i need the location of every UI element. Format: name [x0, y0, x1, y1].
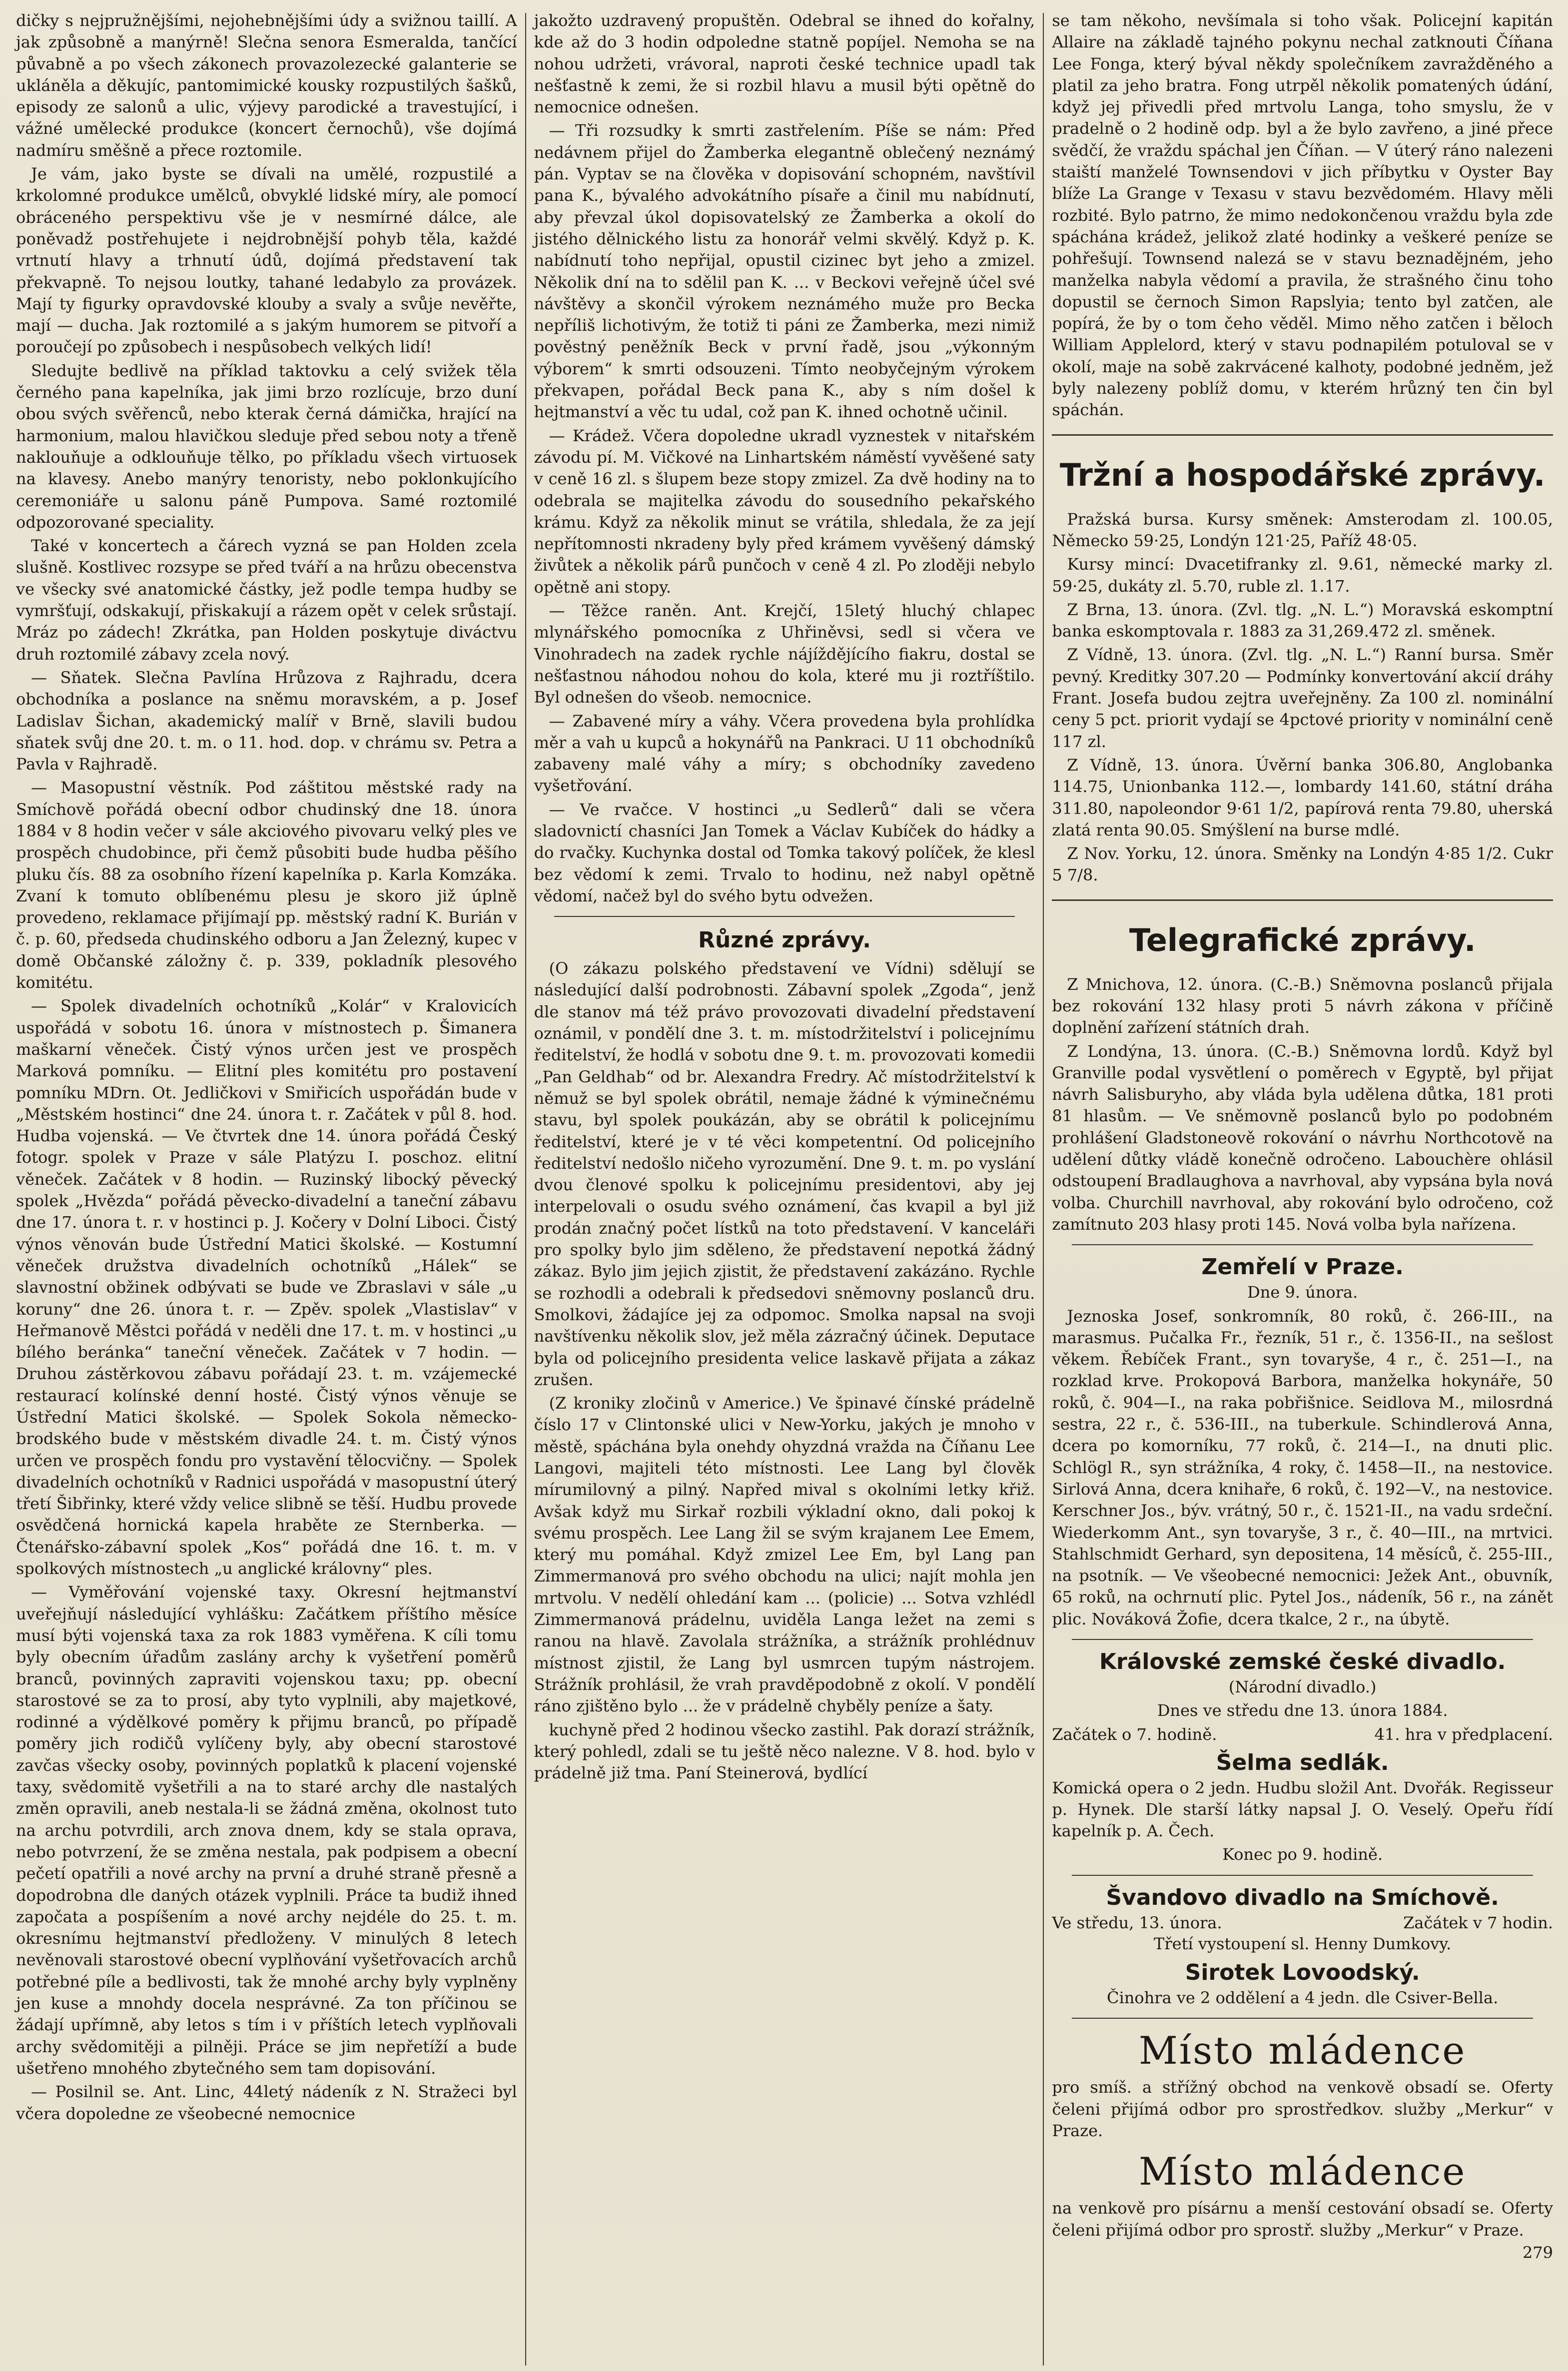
market-paragraph: Pražská bursa. Kursy směnek: Amsterodam zl. 100.05, Německo 59·25, Londýn 121·25, Paříž 48·05. [1052, 509, 1554, 550]
column-1 [8, 10, 525, 2369]
ad-text-2: na venkově pro písárnu a menší cestování obsadí se. Oferty čeleni přijímá odbor pro sprostř. služby „Merkur“ v Praze. [1052, 2199, 1554, 2240]
page-number: 279 [1522, 2243, 1554, 2262]
section-heading-deaths: Zemřelí v Praze. [1201, 1254, 1404, 1280]
theatre-end: Konec po 9. hodině. [1222, 1845, 1383, 1864]
market-paragraph: Z Nov. Yorku, 12. února. Směnky na Londýn 4·85 1/2. Cukr 5 7/8. [1052, 844, 1554, 885]
market-paragraph: Z Brna, 13. února. (Zvl. tlg. „N. L.“) Moravská eskomptní banka eskomptovala r. 1883 za 31,269.472 zl. směnek. [1052, 600, 1554, 641]
smichov-play-title: Sirotek Lovoodský. [1185, 1960, 1420, 1986]
theatre-heading: Královské zemské české divadlo. [1099, 1649, 1506, 1674]
market-paragraph: Kursy mincí: Dvacetifranky zl. 9.61, německé marky zl. 59·25, dukáty zl. 5.70, ruble zl. 1.17. [1052, 555, 1554, 596]
article-paragraph: — Ve rvačce. V hostinci „u Sedlerů“ dali se včera sladovnictí chasníci Jan Tomek a Václav Kubíček do hádky a do rvačky. Kuchynka dostal od Tomka takový políček, že klesl bez vědomí k zemi. Trvalo to hodinu, než nabyl opětně vědomí, načež byl do svého bytu odvežen. [534, 799, 1035, 905]
article-paragraph: dičky s nejpružnějšími, nejohebnějšími údy a svižnou taillí. A jak způsobně a manýrně! Slečna senora Esmeralda, tančící půvabně a po všech zákonech provazolezecké galanterie se ukláněla a děkujíc, pantomimické kousky rozpustilých šašků, episody ze salonů a ulic, výjevy parodické a travestující, i vážné umělecké produkce (koncert černochů), vše dojímá nadmíru směšně a přece roztomile. [16, 11, 517, 160]
article-paragraph: (Z kroniky zločinů v Americe.) Ve špinavé čínské prádelně číslo 17 v Clintonské ulici v New-Yorku, jakých je mnoho v městě, spáchána byla onehdy ohyzdná vražda na Číňanu Lee Langovi, majiteli této místnosti. Lee Lang byl člověk mírumilovný a pilný. Napřed mival s okolními letky křiž. Avšak když mu Sirkař rozbili výkladní okno, dali pokoj k svému prospěch. Lee Lang žil se svým krajanem Lee Emem, který mu pomáhal. Když zmizel Lee Em, byl Lang pan Zimmermanová pro svého obchodu na ulici; najít mohla jen mrtvolu. V nedělí ohledání kam ... (policie) ... Sotva vzhlédl Zimmermanová prádelnu, uviděla Langa ležet na zemi s ranou na hlavě. Zavolala strážníka, a strážník prohlédnuv místnost zjistil, že Lang byl usmrcen tupým nástrojem. Strážník prohlásil, že vrah pravděpodobně z okolí. V pondělí ráno zjištěno bylo ... že v prádelně chyběly peníze a šaty. [534, 1394, 1035, 1716]
theatre-subscription: 41. hra v předplacení. [1374, 1724, 1554, 1744]
article-paragraph: se tam někoho, nevšímala si toho však. Policejní kapitán Allaire na základě tajného pokynu nechal zatknouti Číňana Lee Fonga, který býval někdy společníkem zavražděného a platil za jeho bratra. Fong utrpěl několik pomatených údání, když jej přivedli před mrtvolu Langa, toho smyslu, že v pradelně o 2 hodině odp. byl a že bylo zavřeno, a jiné přece svědčí, že vraždu spáchal jen Číňan. — V úterý ráno nalezeni staiští manželé Townsendovi v jich příbytku v Oyster Bay blíže La Grange v Texasu v stavu bezvědomém. Hlavy měli rozbité. Bylo patrno, že mimo nedokončenou vraždu byla zde spáchána krádež, jelikož zlaté hodinky a veškeré peníze se pohřešují. Townsend nalezá se v stavu beznadějném, jeho manželka nabyla vědomí a pravila, že strašného činu toho dopustil se černoch Simon Rapslyia; tento byl zatčen, ale popírá, že by o tom čeho věděl. Mimo něho zatčen i běloch William Applelord, který v stavu podnapilém potuloval se v okolí, maje na sobě zakrvácené kalhoty, podobné jedněm, jež byly nalezeny poblíž domu, v kterém hrůzný ten čin byl spáchán. [1052, 11, 1554, 420]
section-heading-ruzne-zpravy: Různé zprávy. [698, 927, 871, 953]
telegraph-paragraph: Z Londýna, 13. února. (C.-B.) Sněmovna lordů. Když byl Granville podal vysvětlení o poměrech v Egyptě, byl přijat návrh Salisburyho, aby vláda byla udělena důtka, 181 proti 81 hlasům. — Ve sněmovně poslanců bylo po podobném prohlášení Gladstoneově rokování o návrhu Northcotově na udělení důtky vládě konečně odročeno. Labouchère ohlásil odstoupení Bradlaughova a navrhoval, aby vypsána byla nová volba. Churchill navrhoval, aby rokování bylo odročeno, což zamítnuto 203 hlasy proti 145. Nová volba byla nařízena. [1052, 1041, 1554, 1234]
article-paragraph: jakožto uzdravený propuštěn. Odebral se ihned do kořalny, kde až do 3 hodin odpoledne statně popíjel. Nemoha se na nohou udržeti, vrávoral, naproti české technice upadl tak nešťastně k zemi, že si rozbil hlavu a musil býti opětně do nemocnice odnešen. [534, 11, 1035, 117]
smichov-start: Začátek v 7 hodin. [1403, 1913, 1554, 1932]
section-divider [1072, 2018, 1533, 2019]
article-paragraph: Sledujte bedlivě na příklad taktovku a celý svižek těla černého pana kapelníka, jak jimi brzo rozlícuje, brzo duní obou svých svěřenců, nebo kterak černá dámička, hrající na harmonium, malou hlavičkou sleduje před sebou noty a třeně naklouňuje a odklouňuje tělko, po příkladu všech virtuosek na klavesy. Anebo manýry tenoristy, nebo poklonkujícího ceremoniáře u salonu páně Pumpova. Samé roztomilé odpozorované speciality. [16, 361, 517, 532]
deaths-list: Jeznoska Josef, sonkromník, 80 roků, č. 266-III., na marasmus. Pučalka Fr., řezník, 51 r., č. 1356-II., na sešlost věkem. Řebíček Frant., syn tovaryše, 4 r., č. 251—I., na rozklad krve. Prokopová Barbora, manželka hokynáře, 50 roků, č. 904—I., na raka pobřišnice. Seidlova M., milosrdná sestra, 22 r., č. 536-III., na tuberkule. Schindlerová Anna, dcera po komorníku, 77 roků, č. 214—I., na dnuti plic. Schlögl R., syn strážníka, 4 roky, č. 1458—II., na nestovice. Sirlová Anna, dcera knihaře, 6 roků, č. 192—V., na nestovice. Kerschner Jos., býv. vrátný, 50 r., č. 1521-II., na vadu srdeční. Wiederkomm Ant., syn tovaryše, 3 r., č. 40—III., na mrtvici. Stahlschmidt Gerhard, syn depositena, 14 měsíců, č. 255-III., na psotník. — Ve všeobecné nemocnici: Ježek Ant., obuvník, 65 roků, na ochrnutí plic. Pytel Jos., nádeník, 56 r., na zánět plic. Nováková Žofie, dcera tkalce, 2 r., na úbytě. [1052, 1306, 1554, 1628]
columns [8, 10, 1561, 2369]
article-paragraph: Je vám, jako byste se dívali na umělé, rozpustilé a krkolomné produkce umělců, obvyklé lidské míry, ale pomocí obráceného perspektivu vše je v nesmírné dálce, ale poněvadž postřehujete i nejdrobnější pohyb těla, každé vrtnutí hlavy a trhnutí údů, dojímá představení tak překvapně. To nejsou loutky, tahané ledabylo za provázek. Mají ty figurky opravdovské klouby a svaly a svůje nevěřte, mají — ducha. Jak roztomilé a s jakým humorem se pitvoří a poroučejí po způsobech i nespůsobech velkých lidí! [16, 164, 517, 357]
article-paragraph: Také v koncertech a čárech vyzná se pan Holden zcela slušně. Kostlivec rozsype se před tváří a na hrůzu obecenstva ve všecky své anatomické částky, jež podle tempa hudby se vymršťují, odskakují, přiskakují a rázem opět v celek srůstají. Mráz po zádech! Zkrátka, pan Holden poskytuje diváctvu druh roztomilé zábavy zcela nový. [16, 536, 517, 664]
article-paragraph: — Vyměřování vojenské taxy. Okresní hejtmanství uveřejňují následující vyhlášku: Začátkem příštího měsíce musí býti vojenská taxa za rok 1883 vyměřena. K cíli tomu byly obecním úřadům zaslány archy k vyšetření poměrů branců, povinných zapraviti vojenskou taxu; pp. obecní starostové se za to prosí, aby tyto vyplnili, aby majetkové, rodinné a výdělkové poměry k přijmu branců, po případě poměry jich rodičů vylíčeny byly, aby obecní starostové zavčas všecky osoby, povinných poplatků k placení vojenské taxy, svědomitě vyšetřili a na to staré archy dle nastalých změn opravili, aneb nestala-li se žádná změna, okolnost tuto na archu potvrdili, arch znova dnem, kdy se stala oprava, nebo potvrzení, že se změna nestala, pak podpisem a obecní pečetí opatřili a nové archy na první a druhé straně přesně a dopodrobna dle daných otázek vyplnili. Práce ta budiž ihned započata a pospíšením a nové archy nejdéle do 25. t. m. okresnímu hejtmanství předloženy. V minulých 8 letech nevěnovali starostové obecní vyplňování vyšetřovacích archů potřebné píle a bedlivosti, tak že mnohé archy byly vyplněny jen kuse a mnohdy docela nesprávné. Za ton příčinou se žádají upřímně, aby letos s tím i v příštích letech vyplňovali archy svědomitěji a pilněji. Práce se jim nepřetíží a bude ušetřeno mnohého zbytečného sem tam dopisování. [16, 1582, 517, 2078]
section-heading-telegraph: Telegrafické zprávy. [1129, 921, 1476, 958]
article-paragraph-bottom: kuchyně před 2 hodinou všecko zastihl. Pak dorazí strážník, který pohledl, zdali se tu ještě něco nalezne. V 8. hod. bylo v prádelně již tma. Paní Steinerová, bydlící [534, 1720, 1035, 1783]
smichov-date-row [1052, 1912, 1553, 1933]
article-paragraph: — Těžce raněn. Ant. Krejčí, 15letý hluchý chlapec mlynářského pomocníka z Uhřiněvsi, sedl si včera ve Vinohradech na zadek rychle nájíždějícího fiakru, dostal se nešťastnou náhodou nohou do kola, které mu ji roztříštilo. Byl odnešen do všeob. nemocnice. [534, 601, 1035, 707]
section-divider [1072, 1244, 1533, 1245]
article-paragraph: — Krádež. Včera dopoledne ukradl vyznestek v nitařském závodu pí. M. Vičkové na Linhartském náměstí vyvěšené saty v ceně 16 zl. s šlupem beze stopy zmizel. Za dvě hodiny na to odebrala se majitelka závodu do sousedního pekařského krámu. Když za několik minut se vrátila, shledala, že za její nepřítomnosti nkradeny byly před krámem vyvěšený dámský živůtek a několik párů punčoch v ceně 4 zl. Po zloději nebylo opětně ani stopy. [534, 426, 1035, 597]
ad-title-1: Místo mládence [1138, 2028, 1467, 2073]
article-paragraph: — Sňatek. Slečna Pavlína Hrůzova z Rajhradu, dcera obchodníka a poslance na sněmu moravském, a p. Josef Ladislav Šichan, akademický malíř v Brně, slavili budou sňatek svůj dne 20. t. m. o 11. hod. dop. v chrámu sv. Petra a Pavla v Rajhradě. [16, 668, 517, 774]
column-3 [1044, 10, 1561, 2369]
column-2 [526, 10, 1043, 2369]
article-paragraph: (O zákazu polského představení ve Vídni) sdělují se následující další podrobnosti. Zábavní spolek „Zgoda“, jenž dle stanov má též právo provozovati divadelní představení oznámil, v pondělí dne 3. t. m. místodržitelství i policejnímu ředitelství, že hodlá v sobotu dne 9. t. m. provozovati komedii „Pan Geldhab“ od br. Alexandra Fredry. Ač místodržitelství k němuž se byl spolek obrátil, nemaje žádné k výminečnému stavu, byl spolek poukázán, aby se obrátil k policejnímu ředitelství, které je v té věci kompetentní. Od policejního ředitelství nedošlo ničeho vyrozumění. Dne 9. t. m. po vyslání dvou členové spolku k policejnímu presidentovi, aby jej interpelovali o osudu svého oznámení, čas kvapil a byl již prodán značný počet lístků na toto představení. V kanceláři pro spolky bylo jim sděleno, že představení nepotká žádný zákaz. Bylo jim jejich zjistit, že představení zakázáno. Rychle se rozhodli a odebrali k předsedovi sněmovny poslanců dru. Smolkovi, žádajíce jej za odpomoc. Smolka napsal na svoji navštívenku několik slov, jež měla zázračný účinek. Deputace byla od policejního presidenta velice laskavě přijata a zákaz zrušen. [534, 959, 1035, 1389]
section-heading-market: Tržní a hospodářské zprávy. [1059, 456, 1546, 493]
market-paragraph: Z Vídně, 13. února. (Zvl. tlg. „N. L.“) Ranní bursa. Směr pevný. Kreditky 307.20 — Podmínky konvertování akcií dráhy Frant. Josefa budou zejtra uveřejněny. Za 100 zl. nominální ceny 5 pct. priorit vydají se 4pctové priority v nominální ceně 117 zl. [1052, 645, 1554, 751]
section-divider [1052, 899, 1553, 901]
section-divider [1072, 1875, 1533, 1876]
theatre-play-title: Šelma sedlák. [1216, 1749, 1389, 1775]
section-divider [1052, 434, 1553, 436]
ad-title-2: Místo mládence [1138, 2149, 1467, 2194]
article-paragraph: — Spolek divadelních ochotníků „Kolár“ v Kralovicích uspořádá v sobotu 16. února v místnostech p. Šimanera maškarní věneček. Čistý výnos určen jest ve prospěch Marková pomníku. — Elitní ples komitétu pro postavení pomníku MDrn. Ot. Jedličkovi v Smiřicích uspořádán bude v „Městském hostinci“ dne 24. února t. r. Začátek v půl 8. hod. Hudba vojenská. — Ve čtvrtek dne 14. února pořádá Český fotogr. spolek v Praze v sále Platýzu I. poschoz. elitní věneček. Začátek v 8 hodin. — Ruzinský libocký pěvecký spolek „Hvězda“ pořádá pěvecko-divadelní a taneční zábavu dne 17. února t. r. v hostinci p. J. Kočery v Dolní Liboci. Čistý výnos věnován bude Ústřední Matici školské. — Kostumní věneček družstva divadelních ochotníků „Hálek“ se slavnostní obžinek odbývati se bude ve Zbraslavi v sále „u koruny“ dne 26. února t. r. — Zpěv. spolek „Vlastislav“ v Heřmanově Městci pořádá v neděli dne 17. t. m. v hostinci „u bílého beránka“ taneční věneček. Začátek v 7 hodin. — Druhou zástěrkovou zábavu pořádají 23. t. m. vzájemecké restaurací kolínské denní hosté. Čistý výnos věnuje se Ústřední Matici školské. — Spolek Sokola německo-brodského bude v městském divadle 24. t. m. Čistý výnos určen ve prospěch fondu pro vystavění tělocvičny. — Spolek divadelních ochotníků v Radnici uspořádá v masopustní úterý třetí Šibřinky, které vždy velice slibně se těší. Hudbu provede osvědčená hornická kapela hraběte ze Sternberka. — Čtenářsko-zábavní spolek „Kos“ pořádá dne 16. t. m. v spolkových místnostech „u anglické královny“ ples. [16, 996, 517, 1579]
article-paragraph: — Tři rozsudky k smrti zastřelením. Píše se nám: Před nedávnem přijel do Žamberka elegantně oblečený neznámý pán. Vyptav se na člověka v dopisování schopném, navštívil pana K., bývalého advokátního písaře a činil mu nabídnutí, aby převzal úkol dopisovatelský ze Žamberka a okolí do jistého dělnického listu za honorář velmi skvělý. Když p. K. nabídnutí toho nepřijal, opustil cizinec byt jeho a zmizel. Několik dní na to sdělil pan K. ... v Beckovi veřejně účel své návštěvy a skončil výrokem neznámého muže pro Becka nepříliš lichotivým, že totiž ti páni ze Žamberka, mezi nimiž pověstný peněžník Beck v první řadě, jsou „výkonným výborem“ k smrti odsouzeni. Tímto neobyčejným výrokem překvapen, pořádal Beck pana K., aby s ním došel k hejtmanství a věc tu udal, což pan K. ihned ochotně učinil. [534, 121, 1035, 422]
theatre-start: Začátek o 7. hodině. [1052, 1724, 1217, 1744]
article-paragraph-bottom: — Posilnil se. Ant. Linc, 44letý nádeník z N. Stražeci byl včera dopoledne ze všeobecné nemocnice [16, 2082, 517, 2123]
smichov-theatre-heading: Švandovo divadlo na Smíchově. [1106, 1884, 1499, 1910]
theatre-start-row [1052, 1724, 1553, 1745]
ad-text-1: pro smíš. a střížný obchod na venkově obsadí se. Oferty čeleni přijímá odbor pro sprostředkov. služby „Merkur“ v Praze. [1052, 2078, 1554, 2140]
theatre-subtitle: (Národní divadlo.) [1228, 1677, 1377, 1696]
section-divider [554, 916, 1015, 917]
deaths-date: Dne 9. února. [1247, 1283, 1358, 1302]
market-paragraph: Z Vídně, 13. února. Úvěrní banka 306.80, Anglobanka 114.75, Unionbanka 112.—, lombardy 141.60, státní dráha 311.80, napoleondor 9·61 1/2, papírová renta 79.80, uherská zlatá renta 90.05. Smýšlení na burse mdlé. [1052, 755, 1554, 839]
smichov-date: Ve středu, 13. února. [1052, 1913, 1222, 1932]
article-paragraph: — Zabavené míry a váhy. Včera provedena byla prohlídka měr a vah u kupců a hokynářů na Pankraci. U 11 obchodníků zabaveny malé váhy a míry; s obchodníky zavedeno vyšetřování. [534, 711, 1035, 795]
theatre-date: Dnes ve středu dne 13. února 1884. [1157, 1701, 1448, 1720]
telegraph-paragraph: Z Mnichova, 12. února. (C.-B.) Sněmovna poslanců přijala bez rokování 132 hlasy proti 5 návrh zákona v příčině doplnění zařízení státních drah. [1052, 974, 1554, 1037]
smichov-guest: Třetí vystoupení sl. Henny Dumkovy. [1154, 1934, 1452, 1953]
smichov-description: Činohra ve 2 oddělení a 4 jedn. dle Csiver-Bella. [1107, 1988, 1499, 2008]
section-divider [1072, 1639, 1533, 1640]
theatre-description: Komická opera o 2 jedn. Hudbu složil Ant. Dvořák. Regisseur p. Hynek. Dle starší látky napsal J. O. Veselý. Opeřu řídí kapelník p. A. Čech. [1052, 1778, 1554, 1841]
article-paragraph: — Masopustní věstník. Pod záštitou městské rady na Smíchově pořádá obecní odbor chudinský dne 18. února 1884 v 8 hodin večer v sále akciového pivovaru velký ples ve prospěch chudobince, při čemž působiti bude hudba pěšího pluku čís. 88 za osobního řízení kapelníka p. Karla Komzáka. Zvaní k tomuto oblíbenému plesu je skoro již úplně provedeno, reklamace přijímají pp. městský radní K. Burián v č. p. 60, předseda chudinského odboru a Jan Železný, kupec v domě Občanské záložny č. p. 339, pokladník plesového komitétu. [16, 778, 517, 992]
